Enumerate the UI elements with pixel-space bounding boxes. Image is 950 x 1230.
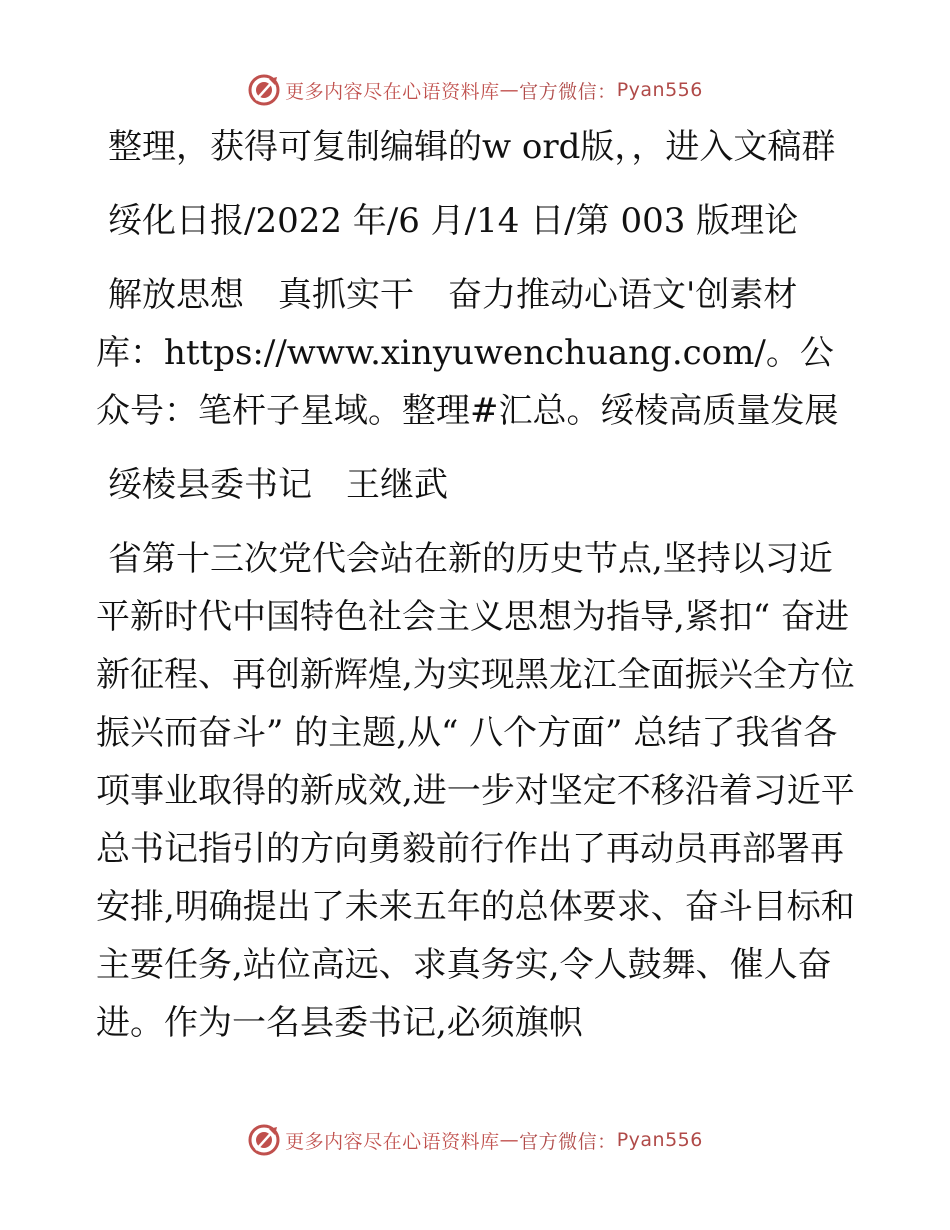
banner-main-text: 更多内容尽在心语资料库 [285, 1130, 500, 1153]
banner-wechat-label: 官方微信： [519, 80, 617, 103]
banner-dash: — [499, 1129, 520, 1151]
author-line: 绥棱县委书记 王继武 [108, 465, 448, 505]
source-line: 绥化日报/2022 年/6 月/14 日/第 003 版理论 [108, 201, 799, 241]
footer-watermark-banner [0, 1120, 950, 1160]
banner-dash: — [499, 79, 520, 101]
quill-seal-icon [247, 73, 281, 107]
banner-wechat-label: 官方微信： [519, 1130, 617, 1153]
article-title: 解放思想 真抓实干 奋力推动心语文'创素材库：https://www.xinyuwenchuang.com/。公众号：笔杆子星域。整理#汇总。绥棱高质量发展 [96, 275, 839, 431]
quill-seal-icon [247, 1123, 281, 1157]
banner-main-text: 更多内容尽在心语资料库 [285, 80, 500, 103]
banner-wechat-id: Pyan556 [616, 1129, 703, 1151]
body-paragraph: 省第十三次党代会站在新的历史节点,坚持以习近平新时代中国特色社会主义思想为指导,紧扣“ 奋进新征程、再创新辉煌,为实现黑龙江全面振兴全方位振兴而奋斗” 的主题,从“ 八个方面” 总结了我省各项事业取得的新成效,进一步对坚定不移沿着习近平总书记指引的方向勇毅前行作出了再动员再部署再安排,明确提出了未来五年的总体要求、奋斗目标和主要任务,站位高远、求真务实,令人鼓舞、催人奋进。作为一名县委书记,必须旗帜 [96, 539, 855, 1043]
banner-wechat-id: Pyan556 [616, 79, 703, 101]
note-paragraph: 整理，获得可复制编辑的w ord版，，进入文稿群 [108, 127, 836, 167]
document-body [96, 118, 856, 1068]
header-watermark-banner [0, 70, 950, 110]
